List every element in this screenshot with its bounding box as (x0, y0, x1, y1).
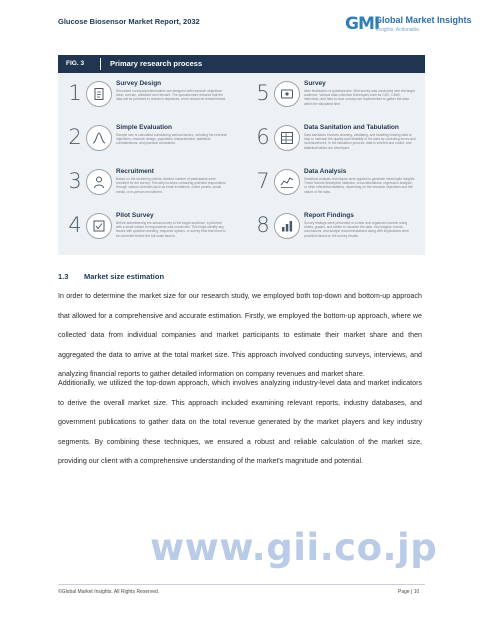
report-findings-icon (274, 213, 300, 239)
logo-tagline: Insights. Actionable. (376, 27, 421, 33)
step-pilot-survey (58, 209, 234, 249)
step-title: Report Findings (304, 212, 354, 219)
step-survey (246, 77, 422, 117)
footer-divider (58, 584, 425, 585)
survey-icon (274, 81, 300, 107)
step-number: 8 (256, 213, 270, 237)
step-report-findings (246, 209, 422, 249)
page-number: Page | 10 (398, 589, 420, 595)
step-number: 3 (68, 169, 82, 193)
data-sanitation-icon (274, 125, 300, 151)
step-description: Structured surveys/questionnaires are designed with research objectives clear, concise, unbiased and relevant. The questionnaire ensures that the data will be pertinent to research objectives, and it should be tested/refined. (116, 89, 227, 102)
step-description: Statistical analysis techniques were applied to generate meaningful insights. These include descriptive statistics, cross-tabulations, regression analysis, or other inferential statistics, depending on the research objectives and the nature of the data. (304, 177, 416, 194)
step-number: 4 (68, 213, 82, 237)
step-survey-design (58, 77, 234, 117)
figure-separator (100, 58, 101, 70)
step-title: Recruitment (116, 168, 154, 175)
figure-number: FIG. 3 (66, 60, 85, 67)
step-title: Data Analysis (304, 168, 347, 175)
logo-mark: GMI (345, 14, 380, 34)
step-title: Survey (304, 80, 326, 87)
step-data-analysis (246, 165, 422, 205)
step-title: Pilot Survey (116, 212, 154, 219)
step-simple-evaluation (58, 121, 234, 161)
figure-title: Primary research process (110, 59, 203, 68)
page-footer (0, 573, 480, 621)
step-description: Sample size is calculated considering various factors, including the research objectives, research design, population characteristics, statistical considerations, and practical constraints. (116, 133, 228, 146)
step-number: 7 (256, 169, 270, 193)
step-title: Simple Evaluation (116, 124, 172, 131)
step-number: 5 (256, 81, 270, 105)
copyright-text: ©Global Market Insights. All Rights Reserved. (58, 589, 160, 595)
step-number: 6 (256, 125, 270, 149)
logo-name: Global Market Insights (375, 15, 472, 25)
step-description: After finalization of questionnaire, field survey was conducted with the target audience. Various data collection techniques such as CATI, CAWI, interviews, and face-to-face surveys are implemented to gather the data within the stipulated time. (304, 89, 415, 106)
section-heading: Market size estimation (84, 272, 165, 281)
page-header (0, 0, 480, 40)
step-data-sanitation (246, 121, 422, 161)
step-title: Survey Design (116, 80, 162, 87)
survey-design-icon (86, 81, 112, 107)
step-description: Before administering the actual survey to the target audience, a pilot test with a small subset of respondents was conducted. This helps identify any issues with question wording, response options, or survey flow that need to be corrected before the full-scale launch. (116, 221, 226, 238)
data-analysis-icon (274, 169, 300, 195)
body-paragraph: In order to determine the market size for our research study, we employed both top-down and bottom-up approach that allowed for a comprehensive and accurate estimation. Firstly, we employed the bottom-up approach, where we collected data from individual companies and market participants to estimate their market share and then aggregated the data to arrive at the total market size. This approach involved conducting surveys, interviews, and analyzing financial reports to gather detailed information on company revenues and market share. (58, 292, 422, 379)
step-description: Based on the screening criteria, desired number of participants were recruited for the survey. This step involves contacting potential respondents through various channels such as email invitations, online panels, social media, or in-person recruitment. (116, 177, 226, 194)
company-logo (345, 12, 472, 38)
step-recruitment (58, 165, 234, 205)
step-description: Data sanitation involves cleaning, validating, and handling missing data to help to maintain the quality and reliability of the data by correcting errors and inconsistencies. In the tabulation process, data is entered and coded, and statistical tables are developed. (304, 133, 416, 150)
figure-header (58, 55, 425, 73)
body-paragraph: Additionally, we utilized the top-down approach, which involves analyzing industry-level data and market indicators to derive the overall market size. This approach included examining relevant reports, industry databases, and government publications to gather data on the total revenue generated by the market players and key industry segments. By combining these techniques, we ensured a robust and reliable calculation of the market size, providing our client with a comprehensive understanding of the market's magnitude and potential. (58, 379, 422, 466)
recruitment-icon (86, 169, 112, 195)
watermark: www.gii.co.jp (150, 526, 438, 569)
simple-evaluation-icon (86, 125, 112, 151)
step-description: Survey findings were presented in a clear and organized manner using charts, graphs, and tables to visualize the data. Key insights, trends, conclusions, and analyst recommendations along with implications were provided based on the survey results. (304, 221, 410, 238)
document-title: Glucose Biosensor Market Report, 2032 (58, 17, 200, 26)
step-number: 2 (68, 125, 82, 149)
step-number: 1 (68, 81, 82, 105)
step-title: Data Sanitation and Tabulation (304, 124, 399, 131)
pilot-survey-icon (86, 213, 112, 239)
section-number: 1.3 (58, 272, 69, 281)
research-process-figure (58, 55, 425, 255)
